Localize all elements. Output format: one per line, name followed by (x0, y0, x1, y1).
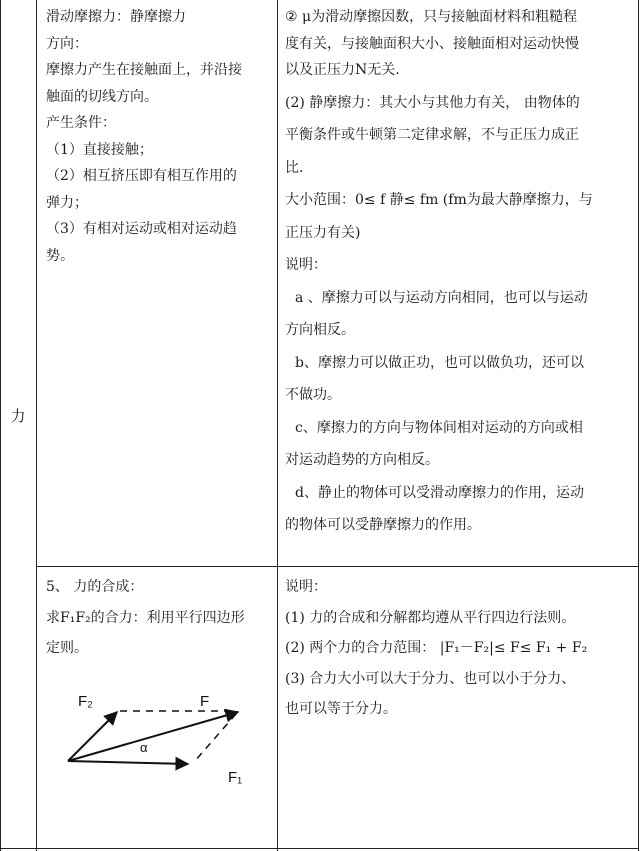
label-f2: F₂ (78, 693, 93, 710)
section-title: 5、 力的合成： (46, 579, 144, 595)
notes-label: 说明： (285, 579, 327, 595)
text-line: 度有关，与接触面积大小、接触面相对运动快慢 (285, 35, 579, 52)
table-divider-2 (277, 0, 278, 851)
text-line: (2) 静摩擦力：其大小与其他力有关， 由物体的 (285, 94, 580, 111)
table-border-bottom (0, 848, 638, 849)
label-f1: F₁ (228, 769, 243, 786)
text-line: 正压力有关) (285, 224, 361, 241)
note-b: b、摩擦力可以做正功，也可以做负功，还可以 (295, 354, 584, 371)
direction-label: 方向： (46, 35, 88, 52)
note-d: 的物体可以受静摩擦力的作用。 (285, 517, 481, 533)
conditions-label: 产生条件： (46, 115, 116, 131)
text-line: 也可以等于分力。 (285, 701, 397, 717)
label-f: F (200, 693, 210, 710)
f1-vector (68, 761, 188, 764)
condition-item: 势。 (46, 247, 74, 264)
side-label: 力 (10, 407, 26, 425)
notes-label: 说明： (285, 257, 327, 273)
table-border-right (638, 0, 639, 851)
friction-details-cell (285, 4, 637, 539)
text-line: 大小范围：0≤ f 静≤ fm (fm为最大静摩擦力，与 (285, 192, 593, 208)
note-b: 不做功。 (285, 387, 341, 403)
direction-text: 触面的切线方向。 (46, 88, 158, 105)
direction-text: 摩擦力产生在接触面上，并沿接 (46, 62, 242, 78)
condition-item: （3）有相对运动或相对运动趋 (46, 221, 237, 237)
note-c: 对运动趋势的方向相反。 (285, 452, 439, 468)
force-composition-cell (46, 574, 272, 662)
text-line: 比. (285, 159, 304, 176)
parallelogram-svg (60, 686, 260, 796)
dashed-right-edge (194, 714, 236, 762)
friction-basics-cell (46, 4, 272, 269)
composition-notes-cell (285, 574, 637, 723)
text-line: ② μ为滑动摩擦因数，只与接触面材料和粗糙程 (285, 9, 578, 25)
text-line: (1) 力的合成和分解都均遵从平行四边行法则。 (285, 609, 576, 626)
text-line: 求F₁F₂的合力：利用平行四边形 (46, 609, 245, 626)
note-a: a 、摩擦力可以与运动方向相同，也可以与运动 (295, 289, 588, 306)
condition-item: （1）直接接触； (46, 141, 153, 158)
text-line: (2) 两个力的合力范围： |F₁－F₂|≤ F≤ F₁ + F₂ (285, 640, 588, 656)
label-alpha: α (140, 740, 148, 755)
text-line: 平衡条件或牛顿第二定律求解，不与正压力成正 (285, 127, 579, 143)
text-line: (3) 合力大小可以大于分力、也可以小于分力、 (285, 670, 576, 687)
condition-item: （2）相互挤压即有相互作用的 (46, 168, 237, 184)
note-c: c、摩擦力的方向与物体间相对运动的方向或相 (295, 419, 583, 436)
text-line: 以及正压力N无关. (285, 62, 400, 78)
text-line: 定则。 (46, 640, 88, 656)
note-a: 方向相反。 (285, 322, 355, 338)
condition-item: 弹力； (46, 194, 88, 211)
cell-heading: 滑动摩擦力：静摩擦力 (46, 9, 186, 25)
table-divider-1 (36, 0, 37, 851)
row-divider (36, 566, 638, 567)
parallelogram-diagram (60, 686, 260, 796)
note-d: d、静止的物体可以受滑动摩擦力的作用，运动 (295, 484, 584, 501)
